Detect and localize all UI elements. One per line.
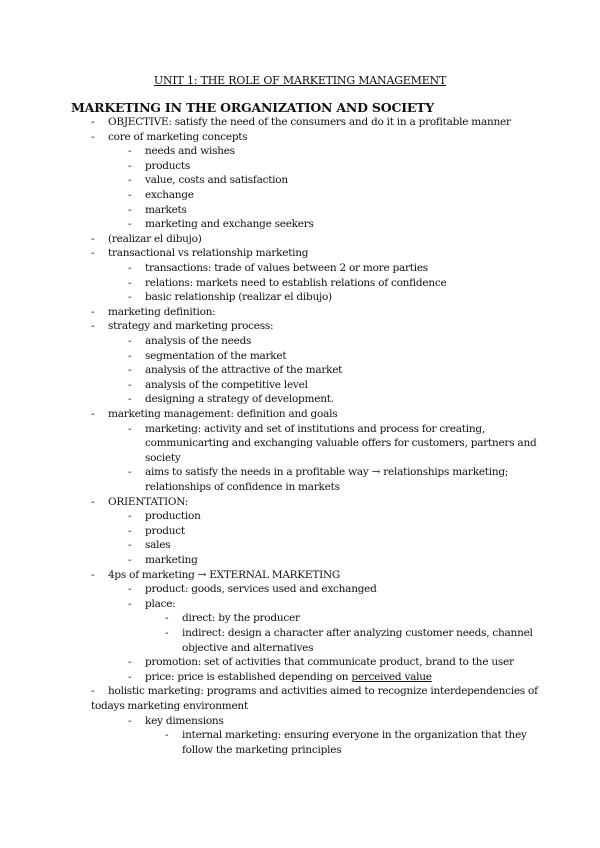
list-item-text: marketing and exchange seekers [145,218,314,231]
list-item [145,159,190,174]
list-item [108,115,511,130]
list-item [145,509,201,524]
list-item [145,290,332,305]
list-item [182,626,533,641]
bullet-dash: - [128,364,132,377]
bullet-dash: - [91,247,95,260]
underlined-term: perceived value [351,670,432,683]
list-item [145,217,314,232]
list-item [182,611,300,626]
bullet-dash: - [128,554,132,566]
list-item-text: markets [145,203,187,216]
list-item [182,728,527,743]
list-item [145,261,428,276]
list-item-text: communicarting and exchanging valuable offers for customers, partners and [145,437,537,450]
list-item-text: value, costs and satisfaction [145,174,288,187]
bullet-dash: - [128,539,132,552]
bullet-dash: - [128,422,132,435]
bullet-dash: - [91,116,95,128]
list-item-text: transactions: trade of values between 2 or more parties [145,262,428,274]
bullet-dash: - [128,189,132,201]
list-item-text: marketing definition: [108,305,216,318]
list-item [145,597,175,612]
list-item-continuation [182,641,313,656]
list-item-text: OBJECTIVE: satisfy the need of the consumers and do it in a profitable manner [108,116,511,128]
list-item-text: relations: markets need to establish relations of confidence [145,276,447,289]
bullet-dash: - [165,627,169,639]
list-item-continuation [145,436,536,451]
bullet-dash: - [128,670,132,683]
list-item-text: sales [145,539,171,552]
bullet-dash: - [91,320,95,333]
list-item [108,568,340,583]
list-item [145,655,514,670]
list-item-text: analysis of the needs [145,335,252,347]
list-item-text: 4ps of marketing → EXTERNAL MARKETING [108,568,341,581]
bullet-dash: - [128,335,132,347]
list-item-text: direct: by the producer [182,612,300,625]
list-item [145,349,286,364]
bullet-dash: - [128,291,132,304]
bullet-dash: - [128,714,132,727]
list-item-text: analysis of the attractive of the market [145,364,343,377]
list-item-continuation [145,451,181,466]
list-item [108,495,188,510]
bullet-dash: - [128,583,132,596]
list-item [108,246,308,261]
list-item [145,524,185,539]
list-item [145,334,251,349]
list-item-continuation [182,743,341,758]
list-item-text: needs and wishes [145,145,235,158]
bullet-dash: - [128,466,132,479]
list-item [145,714,224,729]
bullet-dash: - [128,174,132,187]
bullet-dash: - [128,349,132,362]
list-item [145,276,446,291]
bullet-dash: - [128,378,132,391]
list-item-text: marketing [145,554,198,566]
list-item-text: objective and alternatives [182,641,314,654]
bullet-dash: - [128,145,132,158]
list-item-text: transactional vs relationship marketing [108,247,309,260]
bullet-dash: - [91,130,95,143]
list-item-text: todays marketing environment [91,700,248,712]
list-item-text: segmentation of the market [145,349,287,362]
list-item-text: price: price is established depending on [145,670,352,683]
list-item [145,553,198,568]
list-item-text: basic relationship (realizar el dibujo) [145,291,332,304]
list-item-text: product [145,524,185,537]
bullet-dash: - [128,597,132,610]
list-item-text: relationships of confidence in markets [145,481,340,493]
list-item [108,319,273,334]
bullet-dash: - [128,393,132,406]
list-item-text: (realizar el dibujo) [108,232,202,245]
bullet-dash: - [91,685,95,698]
list-item-text: strategy and marketing process: [108,320,274,333]
list-item [108,130,247,145]
list-item [145,203,187,218]
section-heading: MARKETING IN THE ORGANIZATION AND SOCIETY [71,100,434,115]
list-item [145,670,432,685]
list-item-continuation [91,699,248,714]
list-item-text: society [145,451,181,464]
list-item-text: products [145,159,191,172]
list-item-text: internal marketing: ensuring everyone in the organization that they [182,729,527,742]
bullet-dash: - [128,262,132,274]
list-item-text: holistic marketing: programs and activities aimed to recognize interdependencies of [108,685,538,698]
list-item [108,305,215,320]
list-item [108,407,337,422]
list-item-text: designing a strategy of development. [145,393,334,406]
list-item [145,188,194,203]
bullet-dash: - [128,218,132,231]
list-item [145,392,334,407]
list-item-text: follow the marketing principles [182,743,342,756]
list-item-text: ORIENTATION: [108,495,189,508]
list-item [145,422,485,437]
list-item [145,378,308,393]
bullet-dash: - [165,729,169,742]
bullet-dash: - [128,203,132,216]
list-item-text: exchange [145,189,194,201]
list-item-text: indirect: design a character after analyzing customer needs, channel [182,627,533,639]
list-item [145,465,508,480]
bullet-dash: - [128,276,132,289]
bullet-dash: - [91,232,95,245]
list-item-text: marketing management: definition and goals [108,408,338,420]
list-item [145,144,235,159]
list-item-text: core of marketing concepts [108,130,248,143]
list-item-text: analysis of the competitive level [145,378,308,391]
list-item [145,173,288,188]
bullet-dash: - [128,524,132,537]
list-item [145,582,377,597]
list-item-text: marketing: activity and set of institutions and process for creating, [145,422,485,435]
page-title: UNIT 1: THE ROLE OF MARKETING MANAGEMENT [153,74,447,87]
list-item-text: promotion: set of activities that communicate product, brand to the user [145,656,514,669]
list-item-text: aims to satisfy the needs in a profitable way → relationships marketing; [145,466,509,479]
list-item-continuation [145,480,340,495]
list-item [108,684,538,699]
bullet-dash: - [128,510,132,523]
list-item-text: production [145,510,201,523]
list-item-text: place: [145,597,176,610]
bullet-dash: - [91,568,95,581]
bullet-dash: - [91,305,95,318]
bullet-dash: - [128,656,132,669]
bullet-dash: - [91,408,95,420]
bullet-dash: - [165,612,169,625]
list-item [145,363,342,378]
list-item-text: key dimensions [145,714,224,727]
bullet-dash: - [128,159,132,172]
list-item [108,232,202,247]
bullet-dash: - [91,495,95,508]
list-item-text: product: goods, services used and exchanged [145,583,377,596]
list-item [145,538,170,553]
